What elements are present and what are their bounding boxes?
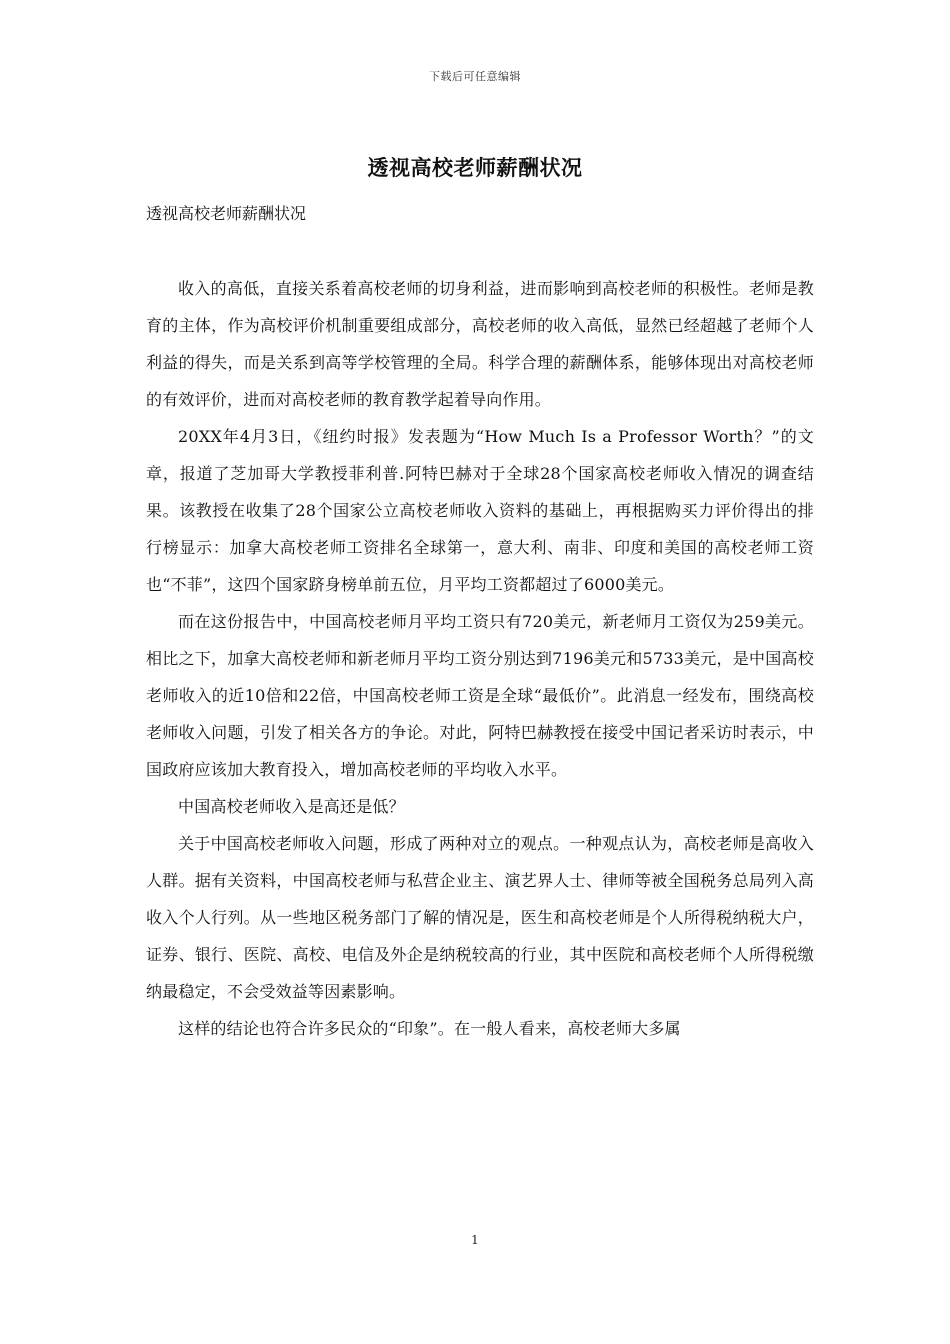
- body-paragraph: 收入的高低，直接关系着高校老师的切身利益，进而影响到高校老师的积极性。老师是教育的主体，作为高校评价机制重要组成部分，高校老师的收入高低，显然已经超越了老师个人利益的得失，而是关系到高等学校管理的全局。科学合理的薪酬体系，能够体现出对高校老师的有效评价，进而对高校老师的教育教学起着导向作用。: [146, 279, 814, 409]
- document-subtitle: 透视高校老师薪酬状况: [146, 204, 307, 223]
- body-paragraph: 关于中国高校老师收入问题，形成了两种对立的观点。一种观点认为，高校老师是高收入人群。据有关资料，中国高校老师与私营企业主、演艺界人士、律师等被全国税务总局列入高收入个人行列。从一些地区税务部门了解的情况是，医生和高校老师是个人所得税纳税大户，证券、银行、医院、高校、电信及外企是纳税较高的行业，其中医院和高校老师个人所得税缴纳最稳定，不会受效益等因素影响。: [146, 834, 814, 1001]
- document-title: 透视高校老师薪酬状况: [367, 155, 583, 180]
- section-question: 中国高校老师收入是高还是低？: [178, 797, 405, 816]
- document-body: [146, 270, 814, 1047]
- header-note: 下载后可任意编辑: [429, 70, 521, 83]
- body-paragraph: 而在这份报告中，中国高校老师月平均工资只有720美元，新老师月工资仅为259美元。相比之下，加拿大高校老师和新老师月平均工资分别达到7196美元和5733美元，是中国高校老师收入的近10倍和22倍，中国高校老师工资是全球“最低价”。此消息一经发布，围绕高校老师收入问题，引发了相关各方的争论。对此，阿特巴赫教授在接受中国记者采访时表示，中国政府应该加大教育投入，增加高校老师的平均收入水平。: [146, 612, 814, 779]
- body-paragraph: 20XX年4月3日，《纽约时报》发表题为“How Much Is a Professor Worth？”的文章，报道了芝加哥大学教授菲利普.阿特巴赫对于全球28个国家高校老师收入情况的调查结果。该教授在收集了28个国家公立高校老师收入资料的基础上，再根据购买力评价得出的排行榜显示：加拿大高校老师工资排名全球第一，意大利、南非、印度和美国的高校老师工资也“不菲”，这四个国家跻身榜单前五位，月平均工资都超过了6000美元。: [146, 427, 814, 594]
- body-paragraph: 这样的结论也符合许多民众的“印象”。在一般人看来，高校老师大多属: [178, 1019, 681, 1038]
- page-number: 1: [471, 1233, 479, 1247]
